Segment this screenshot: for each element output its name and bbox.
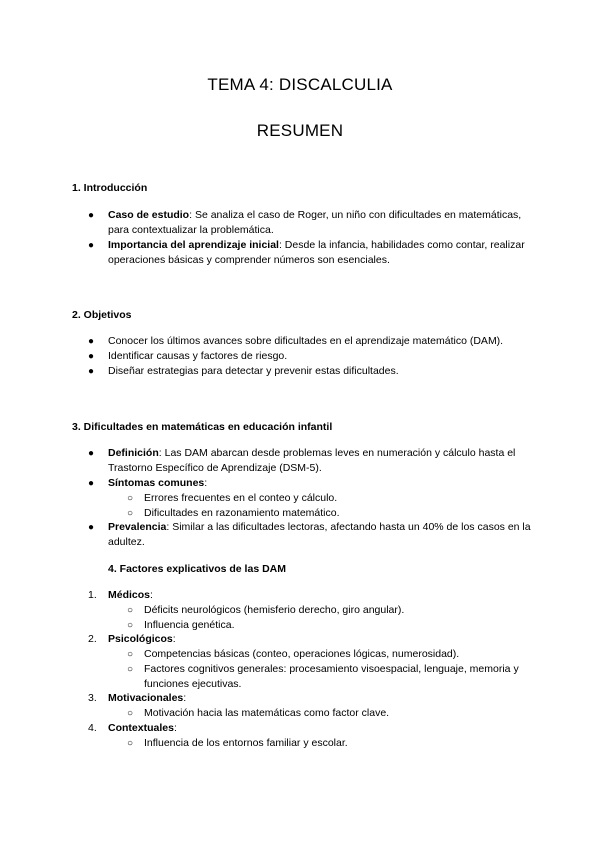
item-term: Definición	[108, 447, 159, 459]
sub-list-item: Motivación hacia las matemáticas como factor clave.	[144, 707, 390, 719]
bullet-icon: ●	[88, 351, 95, 362]
bullet-icon: ●	[88, 366, 95, 377]
sub-list-item: Competencias básicas (conteo, operaciones lógicas, numerosidad).	[144, 648, 460, 660]
document-title: TEMA 4: DISCALCULIA	[207, 75, 393, 94]
list-item	[108, 446, 540, 476]
item-text: : Se analiza el caso de Roger, un niño con dificultades en matemáticas, para contextualizar la problemática.	[108, 209, 522, 236]
list-item	[108, 476, 540, 491]
circle-bullet-icon: ○	[127, 738, 134, 749]
item-text: :	[204, 477, 208, 489]
item-text: :	[150, 589, 153, 601]
item-term: Prevalencia	[108, 521, 167, 533]
sub-list-item: Influencia genética.	[144, 619, 235, 631]
section-heading-objetivos: 2. Objetivos	[72, 309, 132, 321]
list-item: Diseñar estrategias para detectar y prevenir estas dificultades.	[108, 365, 399, 377]
sub-list-item: Influencia de los entornos familiar y escolar.	[144, 737, 348, 749]
item-term: Médicos	[108, 589, 151, 601]
circle-bullet-icon: ○	[127, 493, 134, 504]
bullet-icon: ●	[88, 240, 95, 251]
section-heading-introduccion: 1. Introducción	[72, 182, 148, 194]
sub-list-item: Factores cognitivos generales: procesamiento visoespacial, lenguaje, memoria y funciones ejecutivas.	[144, 663, 519, 690]
item-text: :	[183, 692, 187, 704]
circle-bullet-icon: ○	[127, 605, 134, 616]
item-text: :	[173, 722, 177, 734]
list-item	[108, 721, 540, 736]
list-item	[108, 691, 540, 706]
circle-bullet-icon: ○	[127, 649, 134, 660]
list-number: 4.	[88, 722, 97, 734]
item-text: : Desde la infancia, habilidades como contar, realizar operaciones básicas y comprender números son esenciales.	[108, 239, 525, 266]
list-item	[108, 208, 540, 238]
item-term: Caso de estudio	[108, 209, 190, 221]
item-term: Importancia del aprendizaje inicial	[108, 239, 279, 251]
list-item	[108, 632, 540, 647]
sub-list-item: Dificultades en razonamiento matemático.	[144, 507, 340, 519]
item-text: :	[172, 633, 176, 645]
item-term: Psicológicos	[108, 633, 173, 645]
circle-bullet-icon: ○	[127, 664, 134, 675]
list-number: 1.	[88, 589, 97, 601]
list-number: 3.	[88, 692, 97, 704]
bullet-icon: ●	[88, 336, 95, 347]
list-item: Conocer los últimos avances sobre dificultades en el aprendizaje matemático (DAM).	[108, 335, 504, 347]
list-number: 2.	[88, 633, 97, 645]
list-item	[108, 520, 540, 550]
document-subtitle: RESUMEN	[256, 121, 344, 140]
list-item	[108, 238, 540, 268]
circle-bullet-icon: ○	[127, 508, 134, 519]
section-heading-factores: 4. Factores explicativos de las DAM	[108, 563, 286, 575]
list-item: Identificar causas y factores de riesgo.	[108, 350, 288, 362]
item-text: : Similar a las dificultades lectoras, afectando hasta un 40% de los casos en la adultez.	[108, 521, 531, 548]
item-term: Síntomas comunes	[108, 477, 205, 489]
circle-bullet-icon: ○	[127, 708, 134, 719]
item-text: : Las DAM abarcan desde problemas leves en numeración y cálculo hasta el Trastorno Específico de Aprendizaje (DSM-5).	[108, 447, 516, 474]
section-heading-dificultades: 3. Dificultades en matemáticas en educación infantil	[72, 421, 333, 433]
circle-bullet-icon: ○	[127, 620, 134, 631]
bullet-icon: ●	[88, 522, 95, 533]
bullet-icon: ●	[88, 210, 95, 221]
item-term: Motivacionales	[108, 692, 184, 704]
list-item	[108, 588, 540, 603]
sub-list-item: Errores frecuentes en el conteo y cálculo.	[144, 492, 338, 504]
bullet-icon: ●	[88, 478, 95, 489]
sub-list-item: Déficits neurológicos (hemisferio derecho, giro angular).	[144, 604, 405, 616]
item-term: Contextuales	[108, 722, 174, 734]
bullet-icon: ●	[88, 448, 95, 459]
